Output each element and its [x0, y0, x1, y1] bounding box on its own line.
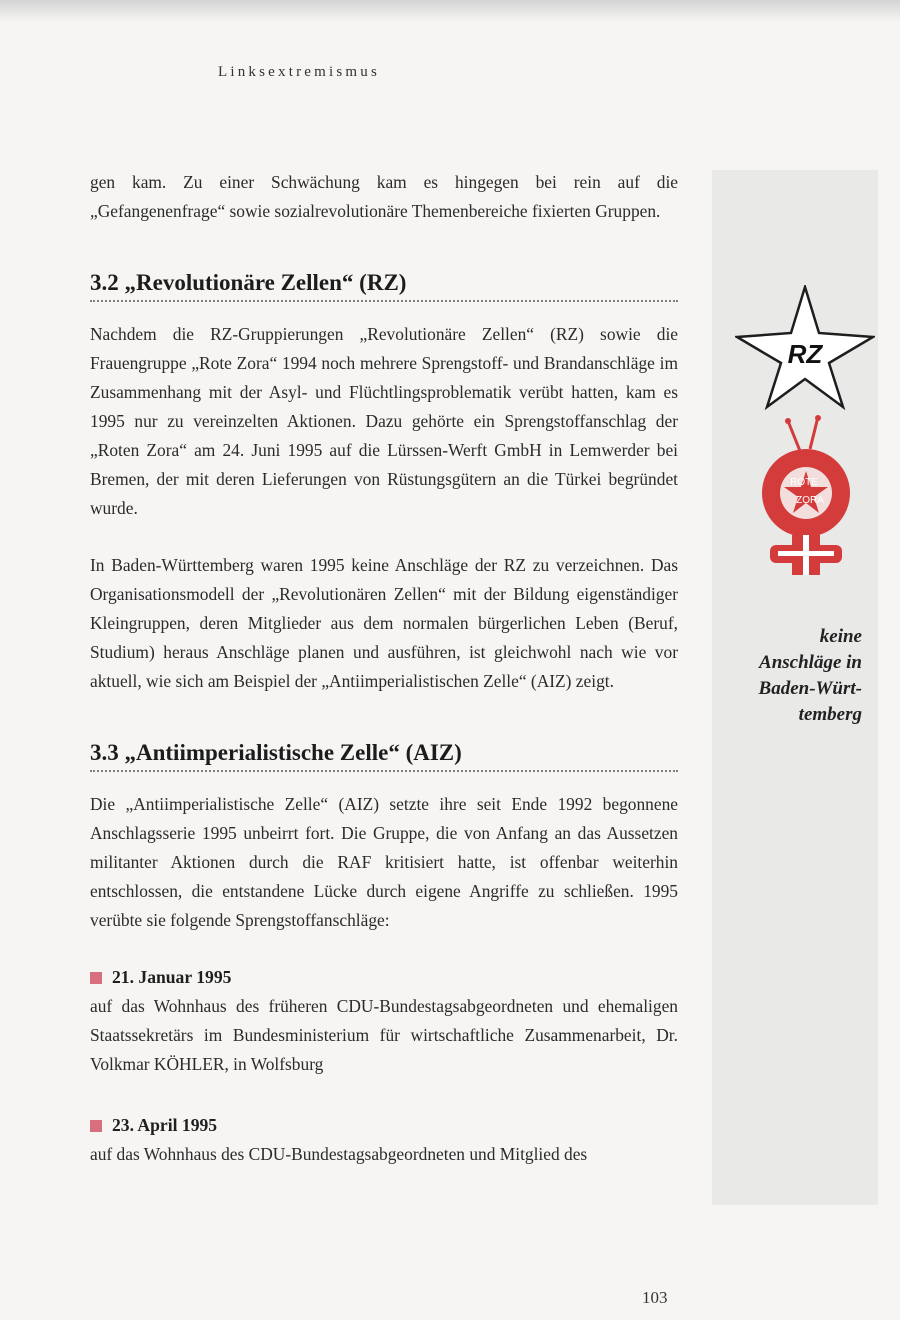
attack-description: auf das Wohnhaus des früheren CDU-Bundestagsabgeordneten und ehemaligen Staatssekretärs im Bundesministerium für wirtschaftliche Zusammenarbeit, Dr. Volkmar KÖHLER, in Wolfsburg [90, 996, 678, 1074]
margin-note-line: Baden-Würt- [758, 678, 862, 699]
rz-logo-text: RZ [787, 339, 823, 369]
main-column [90, 168, 678, 1201]
section-heading-rz: 3.2 „Revolutionäre Zellen“ (RZ) [90, 270, 678, 302]
attack-description: auf das Wohnhaus des CDU-Bundestagsabgeordneten und Mitglied des [90, 1144, 588, 1164]
aiz-paragraph: Die „Antiimperialistische Zelle“ (AIZ) setzte ihre seit Ende 1992 begonnene Anschlagsserie 1995 unbeirrt fort. Die Gruppe, die von Anfang an das Aussetzen militanter Aktionen durch die RAF kritisiert hatte, ist offenbar weiterhin entschlossen, die entstandene Lücke durch eigene Angriffe zu schließen. 1995 verübte sie folgende Sprengstoffanschläge: [90, 794, 678, 930]
square-bullet-icon [90, 1120, 102, 1132]
margin-note-line: Anschläge in [759, 652, 862, 673]
rz-paragraph-2: In Baden-Württemberg waren 1995 keine Anschläge der RZ zu verzeichnen. Das Organisationsmodell der „Revolutionären Zellen“ mit der Bildung eigenständiger Kleingruppen, deren Mitglieder aus dem normalen bürgerlichen Leben (Beruf, Studium) heraus Anschläge planen und ausführen, ist gleichwohl nach wie vor aktuell, wie sich am Beispiel der „Antiimperialistischen Zelle“ (AIZ) zeigt. [90, 555, 678, 691]
rz-paragraph-1: Nachdem die RZ-Gruppierungen „Revolutionäre Zellen“ (RZ) sowie die Frauengruppe „Rote Zora“ 1994 noch mehrere Sprengstoff- und Brandanschläge im Zusammenhang mit der Asyl- und Flüchtlingsproblematik verübt hatten, kam es 1995 nur zu vereinzelten Aktionen. Dazu gehörte ein Sprengstoffanschlag der „Roten Zora“ am 24. Juni 1995 auf die Lürssen-Werft GmbH in Lemwerder bei Bremen, der mit deren Lieferungen von Rüstungsgütern an die Türkei begründet wurde. [90, 324, 678, 518]
attack-entry [90, 1111, 678, 1169]
margin-note [712, 624, 862, 728]
intro-paragraph: gen kam. Zu einer Schwächung kam es hingegen bei rein auf die „Gefangenenfrage“ sowie sozialrevolutionäre Themenbereiche fixierten Gruppen. [90, 172, 678, 221]
scan-shadow [0, 0, 900, 22]
attack-date: 23. April 1995 [112, 1115, 218, 1135]
running-header: Linksextremismus [218, 64, 381, 80]
attack-date: 21. Januar 1995 [112, 967, 232, 987]
rote-zora-logo-icon [748, 415, 868, 595]
attack-date-line [90, 963, 678, 992]
attack-entry [90, 963, 678, 1079]
attack-date-line [90, 1111, 678, 1140]
zora-logo-text-1: ROTE [790, 477, 818, 488]
rz-star-logo-icon [735, 285, 875, 415]
section-heading-aiz: 3.3 „Antiimperialistische Zelle“ (AIZ) [90, 740, 678, 772]
margin-note-line: temberg [798, 704, 862, 725]
page-number: 103 [642, 1288, 668, 1307]
zora-logo-text-2: ZORA [796, 495, 824, 506]
margin-note-line: keine [819, 626, 862, 647]
square-bullet-icon [90, 972, 102, 984]
